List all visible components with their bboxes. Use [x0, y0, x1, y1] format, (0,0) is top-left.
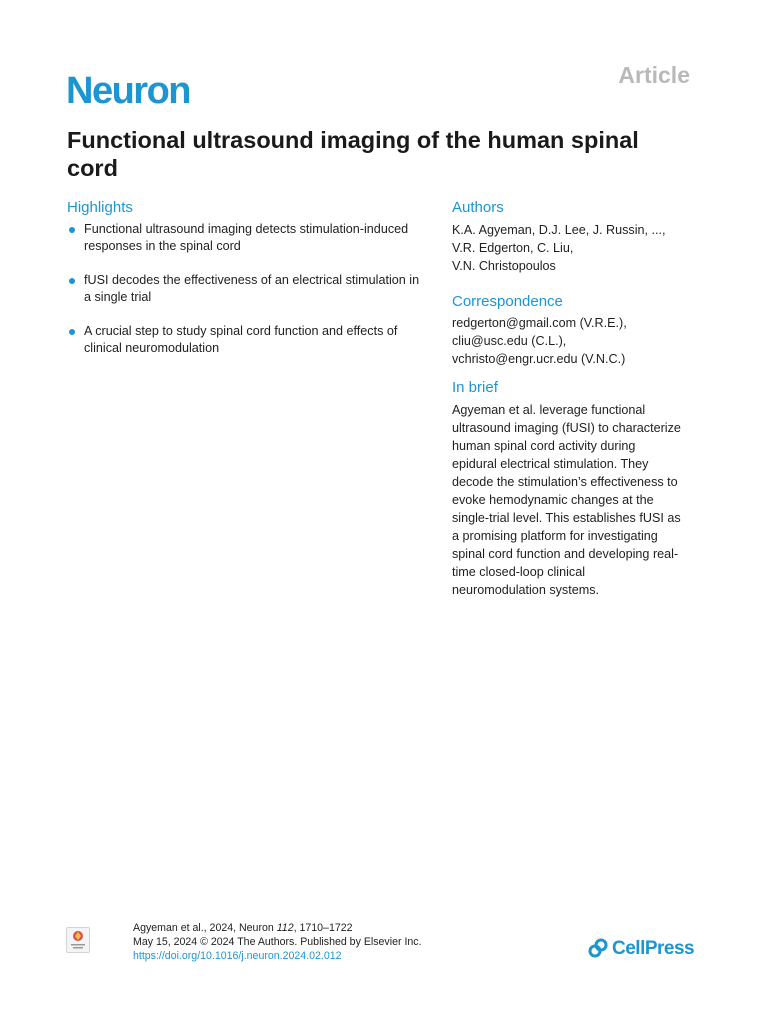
- in-brief-line: epidural electrical stimulation. They: [452, 457, 649, 471]
- citation-volume: 112: [276, 922, 294, 934]
- article-title: Functional ultrasound imaging of the human spinal cord: [67, 127, 639, 181]
- bullet-icon: [69, 329, 75, 335]
- highlight-line: fUSI decodes the effectiveness of an electrical stimulation in: [84, 273, 420, 287]
- highlights-heading: Highlights: [67, 199, 133, 216]
- highlight-line: responses in the spinal cord: [84, 239, 241, 253]
- email-link[interactable]: vchristo@engr.ucr.edu (V.N.C.): [452, 352, 626, 366]
- highlight-line: A crucial step to study spinal cord function and effects of: [84, 324, 398, 338]
- correspondence-heading: Correspondence: [452, 293, 563, 310]
- in-brief-line: ultrasound imaging (fUSI) to characterize: [452, 421, 681, 435]
- highlight-line: a single trial: [84, 290, 152, 304]
- in-brief-line: time closed-loop clinical: [452, 565, 585, 579]
- authors-list: [452, 221, 702, 275]
- citation-pages: , 1710–1722: [293, 922, 353, 934]
- highlight-item: [69, 272, 439, 306]
- in-brief-line: decode the stimulation’s effectiveness to: [452, 475, 678, 489]
- in-brief-line: a promising platform for investigating: [452, 529, 658, 543]
- copyright-line: May 15, 2024 © 2024 The Authors. Published by Elsevier Inc.: [133, 936, 422, 948]
- authors-heading: Authors: [452, 199, 504, 216]
- cellpress-logo[interactable]: [588, 938, 694, 958]
- author-line: K.A. Agyeman, D.J. Lee, J. Russin, ...,: [452, 223, 666, 237]
- author-line: V.N. Christopoulos: [452, 259, 556, 273]
- in-brief-line: spinal cord function and developing real-: [452, 547, 679, 561]
- highlights-list: [69, 221, 439, 374]
- doi-link[interactable]: https://doi.org/10.1016/j.neuron.2024.02.012: [133, 950, 342, 962]
- highlight-line: clinical neuromodulation: [84, 341, 220, 355]
- highlight-line: Functional ultrasound imaging detects stimulation-induced: [84, 222, 409, 236]
- citation-block: [133, 921, 422, 963]
- in-brief-line: Agyeman et al. leverage functional: [452, 403, 646, 417]
- email-link[interactable]: redgerton@gmail.com (V.R.E.),: [452, 316, 627, 330]
- cellpress-mark-icon: [588, 938, 608, 958]
- bullet-icon: [69, 278, 75, 284]
- in-brief-line: neuromodulation systems.: [452, 583, 599, 597]
- publisher-name: CellPress: [612, 937, 695, 959]
- email-link[interactable]: cliu@usc.edu (C.L.),: [452, 334, 567, 348]
- article-type-label: Article: [618, 62, 690, 88]
- in-brief-line: human spinal cord activity during: [452, 439, 636, 453]
- citation-text: Agyeman et al., 2024, Neuron: [133, 922, 277, 934]
- highlight-item: [69, 221, 439, 255]
- in-brief-heading: In brief: [452, 379, 498, 396]
- author-line: V.R. Edgerton, C. Liu,: [452, 241, 574, 255]
- in-brief-line: single-trial level. This establishes fUSI as: [452, 511, 681, 525]
- journal-logo: Neuron: [66, 70, 190, 112]
- highlight-item: [69, 323, 439, 357]
- in-brief-line: evoke hemodynamic changes at the: [452, 493, 654, 507]
- correspondence-list: [452, 314, 702, 368]
- check-for-updates-icon[interactable]: [66, 927, 90, 953]
- citation-line: [133, 921, 422, 935]
- in-brief-text: [452, 401, 702, 599]
- bullet-icon: [69, 227, 75, 233]
